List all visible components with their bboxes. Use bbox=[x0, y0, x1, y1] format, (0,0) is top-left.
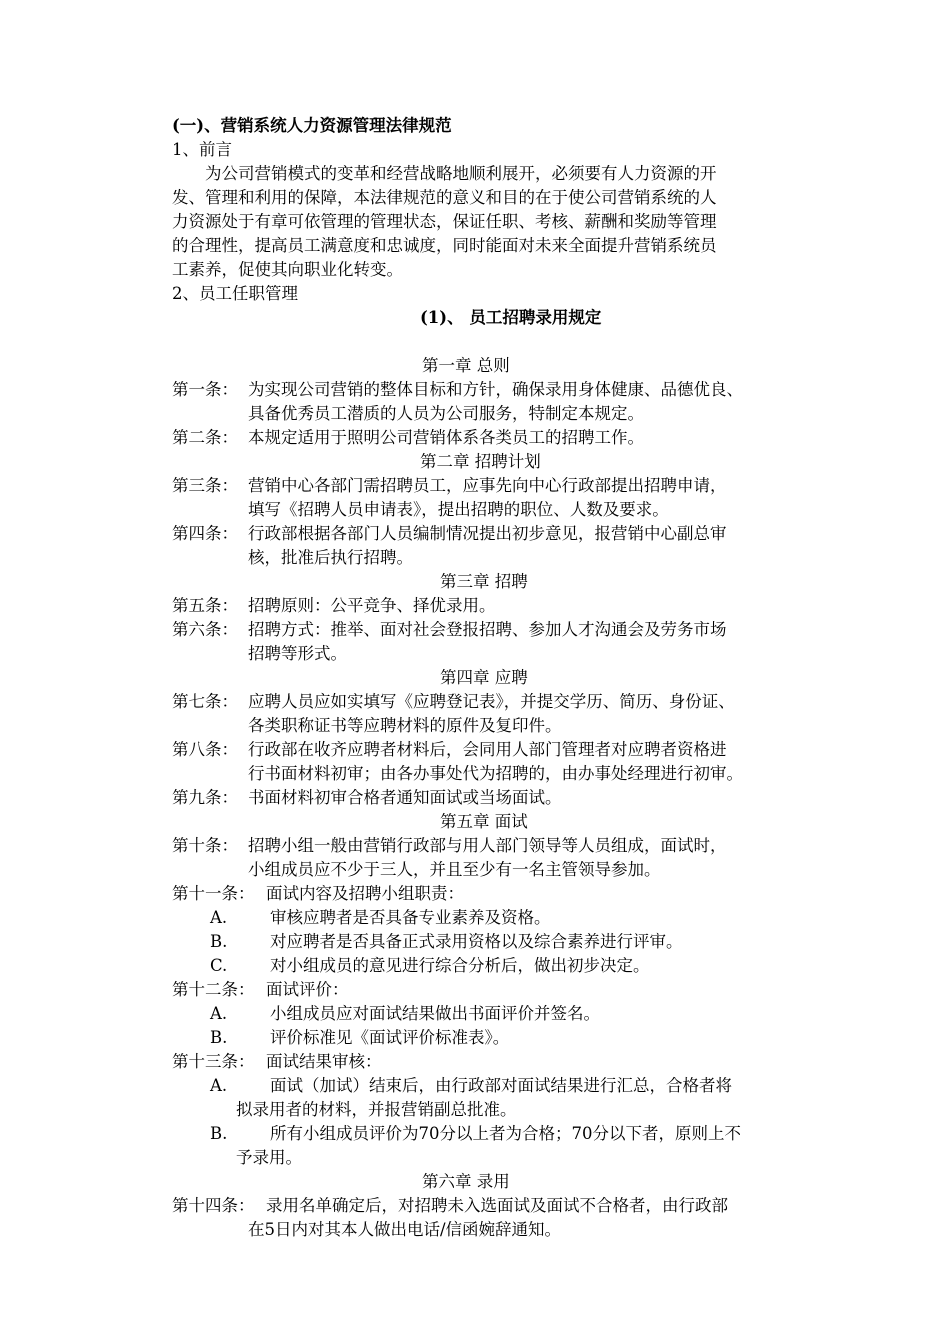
article-label: 第八条： bbox=[172, 740, 238, 759]
preface-line: 工素养，促使其向职业化转变。 bbox=[172, 260, 403, 279]
item-letter: B. bbox=[210, 1124, 228, 1143]
article-text: 招聘原则：公平竞争、择优录用。 bbox=[248, 596, 496, 615]
chapter-title: 第四章 应聘 bbox=[440, 668, 528, 687]
chapter-title: 第三章 招聘 bbox=[440, 572, 528, 591]
chapter-title: 第六章 录用 bbox=[422, 1172, 510, 1191]
item-text: 面试（加试）结束后，由行政部对面试结果进行汇总，合格者将 bbox=[270, 1076, 732, 1095]
preface-line: 为公司营销模式的变革和经营战略地顺利展开，必须要有人力资源的开 bbox=[205, 164, 717, 183]
article-text: 书面材料初审合格者通知面试或当场面试。 bbox=[248, 788, 562, 807]
item-letter: A. bbox=[210, 908, 228, 927]
section-title-employment: 2、员工任职管理 bbox=[172, 284, 298, 303]
article-text: 招聘方式：推举、面对社会登报招聘、参加人才沟通会及劳务市场 bbox=[248, 620, 727, 639]
article-text: 招聘小组一般由营销行政部与用人部门领导等人员组成，面试时， bbox=[248, 836, 727, 855]
item-text-continuation: 拟录用者的材料，并报营销副总批准。 bbox=[236, 1100, 517, 1119]
item-letter: A. bbox=[210, 1004, 228, 1023]
preface-line: 力资源处于有章可依管理的管理状态，保证任职、考核、薪酬和奖励等管理 bbox=[172, 212, 717, 231]
article-text: 具备优秀员工潜质的人员为公司服务，特制定本规定。 bbox=[248, 404, 644, 423]
chapter-title: 第二章 招聘计划 bbox=[420, 452, 541, 471]
item-letter: A. bbox=[210, 1076, 228, 1095]
item-text-continuation: 予录用。 bbox=[236, 1148, 302, 1167]
preface-line: 的合理性，提高员工满意度和忠诚度，同时能面对未来全面提升营销系统员 bbox=[172, 236, 717, 255]
main-heading: (一)、营销系统人力资源管理法律规范 bbox=[172, 116, 452, 135]
article-label: 第十四条： bbox=[172, 1196, 255, 1215]
article-text: 营销中心各部门需招聘员工，应事先向中心行政部提出招聘申请， bbox=[248, 476, 727, 495]
item-letter: B. bbox=[210, 1028, 228, 1047]
article-text: 在5日内对其本人做出电话/信函婉辞通知。 bbox=[248, 1220, 562, 1239]
article-label: 第十条： bbox=[172, 836, 238, 855]
article-text: 招聘等形式。 bbox=[248, 644, 347, 663]
article-text: 填写《招聘人员申请表》，提出招聘的职位、人数及要求。 bbox=[248, 500, 669, 519]
article-text: 小组成员应不少于三人，并且至少有一名主管领导参加。 bbox=[248, 860, 661, 879]
sub-heading: (1)、 员工招聘录用规定 bbox=[420, 308, 602, 327]
item-text: 小组成员应对面试结果做出书面评价并签名。 bbox=[270, 1004, 600, 1023]
article-label: 第二条： bbox=[172, 428, 238, 447]
article-text: 为实现公司营销的整体目标和方针，确保录用身体健康、品德优良、 bbox=[248, 380, 743, 399]
article-text: 各类职称证书等应聘材料的原件及复印件。 bbox=[248, 716, 562, 735]
article-label: 第十三条： bbox=[172, 1052, 255, 1071]
item-text: 评价标准见《面试评价标准表》。 bbox=[270, 1028, 510, 1047]
preface-line: 发、管理和利用的保障，本法律规范的意义和目的在于使公司营销系统的人 bbox=[172, 188, 717, 207]
article-text: 面试结果审核： bbox=[266, 1052, 382, 1071]
article-text: 应聘人员应如实填写《应聘登记表》，并提交学历、简历、身份证、 bbox=[248, 692, 735, 711]
chapter-title: 第五章 面试 bbox=[440, 812, 528, 831]
article-text: 录用名单确定后，对招聘未入选面试及面试不合格者，由行政部 bbox=[266, 1196, 728, 1215]
article-label: 第一条： bbox=[172, 380, 238, 399]
article-label: 第五条： bbox=[172, 596, 238, 615]
article-label: 第七条： bbox=[172, 692, 238, 711]
article-label: 第十一条： bbox=[172, 884, 255, 903]
item-text: 审核应聘者是否具备专业素养及资格。 bbox=[270, 908, 551, 927]
article-label: 第六条： bbox=[172, 620, 238, 639]
item-text: 所有小组成员评价为70分以上者为合格；70分以下者，原则上不 bbox=[270, 1124, 741, 1143]
article-text: 面试内容及招聘小组职责： bbox=[266, 884, 464, 903]
article-text: 面试评价： bbox=[266, 980, 349, 999]
article-label: 第十二条： bbox=[172, 980, 255, 999]
article-label: 第四条： bbox=[172, 524, 238, 543]
chapter-title: 第一章 总则 bbox=[422, 356, 510, 375]
item-letter: B. bbox=[210, 932, 228, 951]
article-label: 第三条： bbox=[172, 476, 238, 495]
article-text: 行政部在收齐应聘者材料后，会同用人部门管理者对应聘者资格进 bbox=[248, 740, 727, 759]
item-letter: C. bbox=[210, 956, 228, 975]
article-label: 第九条： bbox=[172, 788, 238, 807]
article-text: 核，批准后执行招聘。 bbox=[248, 548, 413, 567]
article-text: 本规定适用于照明公司营销体系各类员工的招聘工作。 bbox=[248, 428, 644, 447]
article-text: 行政部根据各部门人员编制情况提出初步意见，报营销中心副总审 bbox=[248, 524, 727, 543]
item-text: 对应聘者是否具备正式录用资格以及综合素养进行评审。 bbox=[270, 932, 683, 951]
item-text: 对小组成员的意见进行综合分析后，做出初步决定。 bbox=[270, 956, 650, 975]
section-title-preface: 1、前言 bbox=[172, 140, 232, 159]
article-text: 行书面材料初审；由各办事处代为招聘的，由办事处经理进行初审。 bbox=[248, 764, 743, 783]
